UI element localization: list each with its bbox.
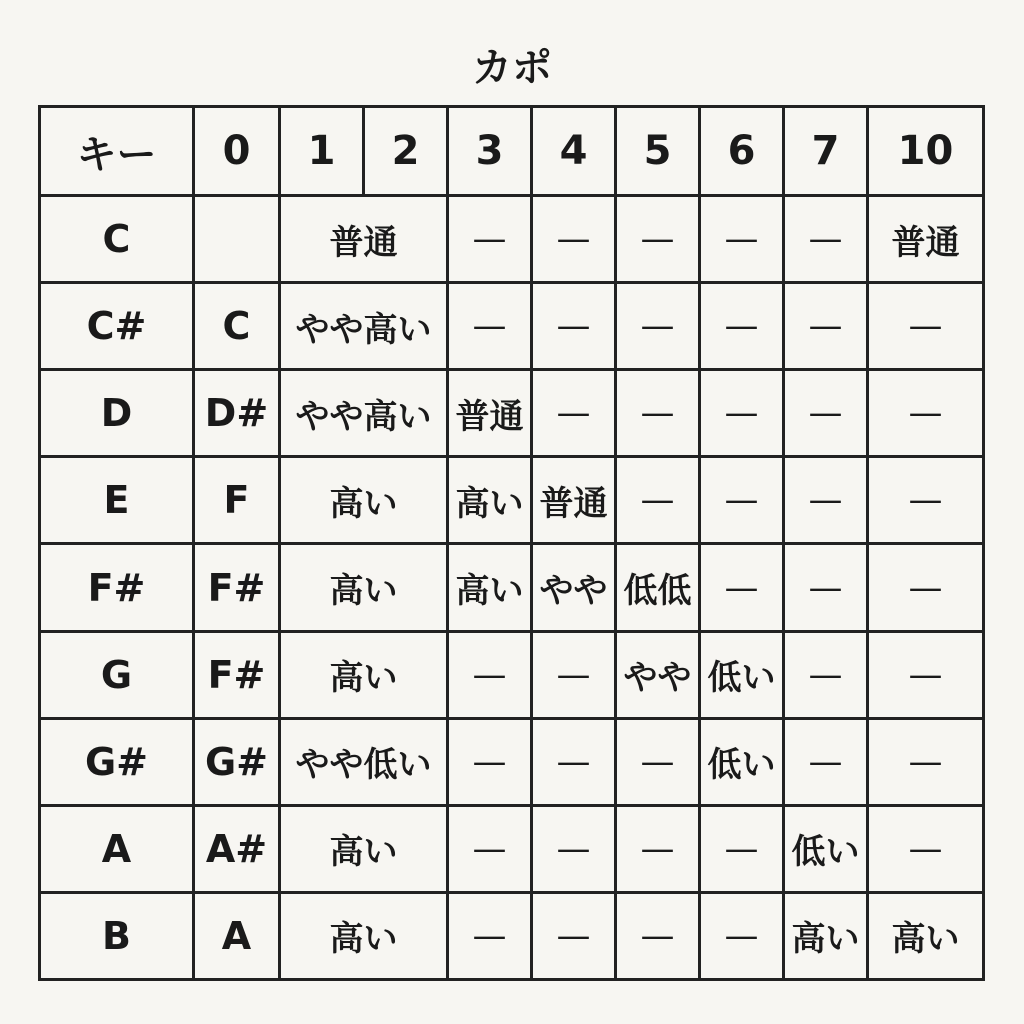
row-capo-7: — xyxy=(784,718,868,805)
row-capo-10: — xyxy=(868,805,984,892)
table-row xyxy=(40,283,984,370)
row-capo-3: 高い xyxy=(448,544,532,631)
row-capo-7: — xyxy=(784,544,868,631)
row-capo-4: — xyxy=(532,631,616,718)
row-capo-1-2: 高い xyxy=(280,631,448,718)
row-capo-10: — xyxy=(868,370,984,457)
row-capo-4: — xyxy=(532,370,616,457)
header-key: キー xyxy=(40,107,194,196)
row-capo-6: — xyxy=(700,892,784,979)
row-capo-4: — xyxy=(532,718,616,805)
row-capo-5: — xyxy=(616,892,700,979)
row-key: C# xyxy=(40,283,194,370)
row-capo-4: やや xyxy=(532,544,616,631)
header-capo-0: 0 xyxy=(194,107,280,196)
row-capo-5: 低低 xyxy=(616,544,700,631)
row-capo-0: F# xyxy=(194,631,280,718)
row-capo-10: — xyxy=(868,631,984,718)
row-capo-4: — xyxy=(532,892,616,979)
row-capo-5: — xyxy=(616,718,700,805)
row-capo-4: — xyxy=(532,805,616,892)
row-capo-3: 高い xyxy=(448,457,532,544)
row-capo-0: F# xyxy=(194,544,280,631)
row-capo-3: — xyxy=(448,196,532,283)
header-capo-10: 10 xyxy=(868,107,984,196)
row-capo-1-2: 高い xyxy=(280,805,448,892)
row-capo-3: — xyxy=(448,805,532,892)
row-capo-6: 低い xyxy=(700,718,784,805)
row-capo-1-2: 高い xyxy=(280,544,448,631)
row-capo-10: — xyxy=(868,457,984,544)
table-row xyxy=(40,370,984,457)
row-capo-7: — xyxy=(784,283,868,370)
header-capo-4: 4 xyxy=(532,107,616,196)
row-key: D xyxy=(40,370,194,457)
row-capo-5: — xyxy=(616,283,700,370)
row-capo-0 xyxy=(194,196,280,283)
row-capo-6: 低い xyxy=(700,631,784,718)
row-capo-7: — xyxy=(784,457,868,544)
table-row xyxy=(40,544,984,631)
row-capo-6: — xyxy=(700,283,784,370)
row-capo-4: 普通 xyxy=(532,457,616,544)
row-capo-6: — xyxy=(700,544,784,631)
row-capo-7: — xyxy=(784,631,868,718)
row-capo-4: — xyxy=(532,283,616,370)
header-capo-3: 3 xyxy=(448,107,532,196)
row-capo-10: 普通 xyxy=(868,196,984,283)
header-capo-1: 1 xyxy=(280,107,364,196)
row-capo-6: — xyxy=(700,196,784,283)
row-key: G xyxy=(40,631,194,718)
row-capo-3: — xyxy=(448,892,532,979)
capo-table xyxy=(38,105,985,981)
row-capo-1-2: やや低い xyxy=(280,718,448,805)
row-capo-1-2: 普通 xyxy=(280,196,448,283)
row-key: F# xyxy=(40,544,194,631)
table-row xyxy=(40,196,984,283)
row-capo-6: — xyxy=(700,805,784,892)
row-capo-5: やや xyxy=(616,631,700,718)
row-capo-1-2: やや高い xyxy=(280,370,448,457)
row-capo-5: — xyxy=(616,805,700,892)
table-row xyxy=(40,631,984,718)
row-capo-6: — xyxy=(700,457,784,544)
page-title: カポ xyxy=(472,45,552,91)
row-capo-1-2: やや高い xyxy=(280,283,448,370)
row-capo-3: 普通 xyxy=(448,370,532,457)
table-row xyxy=(40,718,984,805)
table-row xyxy=(40,457,984,544)
table-row xyxy=(40,805,984,892)
table-row xyxy=(40,892,984,979)
row-capo-3: — xyxy=(448,718,532,805)
row-key: A xyxy=(40,805,194,892)
row-capo-10: — xyxy=(868,718,984,805)
row-capo-1-2: 高い xyxy=(280,892,448,979)
row-capo-3: — xyxy=(448,283,532,370)
row-capo-1-2: 高い xyxy=(280,457,448,544)
row-capo-0: G# xyxy=(194,718,280,805)
row-capo-7: 低い xyxy=(784,805,868,892)
row-capo-0: A xyxy=(194,892,280,979)
row-key: B xyxy=(40,892,194,979)
row-capo-10: — xyxy=(868,283,984,370)
row-capo-7: 高い xyxy=(784,892,868,979)
row-capo-10: — xyxy=(868,544,984,631)
row-capo-0: C xyxy=(194,283,280,370)
row-capo-7: — xyxy=(784,370,868,457)
row-key: G# xyxy=(40,718,194,805)
row-capo-10: 高い xyxy=(868,892,984,979)
row-capo-0: D# xyxy=(194,370,280,457)
row-key: E xyxy=(40,457,194,544)
row-capo-4: — xyxy=(532,196,616,283)
row-capo-0: A# xyxy=(194,805,280,892)
row-capo-0: F xyxy=(194,457,280,544)
row-capo-5: — xyxy=(616,457,700,544)
row-capo-5: — xyxy=(616,196,700,283)
header-row xyxy=(40,107,984,196)
row-capo-6: — xyxy=(700,370,784,457)
header-capo-2: 2 xyxy=(364,107,448,196)
header-capo-7: 7 xyxy=(784,107,868,196)
header-capo-6: 6 xyxy=(700,107,784,196)
row-capo-3: — xyxy=(448,631,532,718)
row-key: C xyxy=(40,196,194,283)
row-capo-7: — xyxy=(784,196,868,283)
header-capo-5: 5 xyxy=(616,107,700,196)
row-capo-5: — xyxy=(616,370,700,457)
